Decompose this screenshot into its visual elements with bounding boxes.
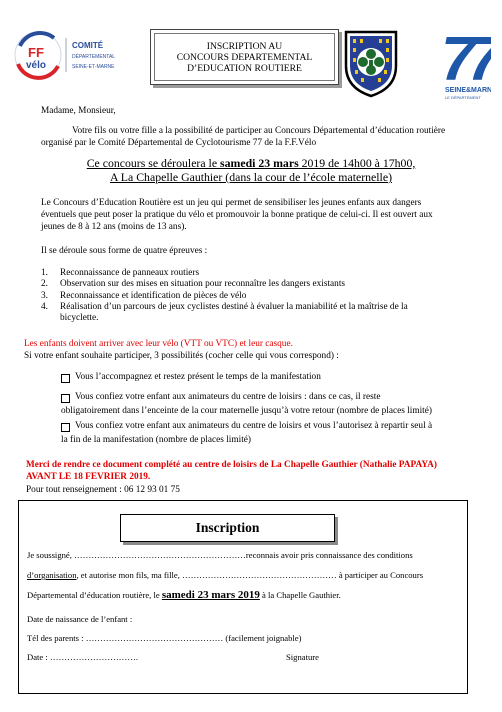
form-date[interactable]: Date : …………………………. [27,652,138,662]
form-line-3-c: à la Chapelle Gauthier. [259,590,341,600]
para2-line-1: Le Concours d’Education Routière est un jeu qui permet de sensibiliser les jeunes enfants aux dangers [41,198,422,208]
epreuves-list [41,268,461,324]
form-line-3 [27,590,341,601]
salutation: Madame, Monsieur, [41,106,116,116]
form-title: Inscription [120,514,335,542]
ffvelo-ff: FF [28,45,44,60]
option-2-checkbox[interactable] [61,394,70,403]
return-line-1: Merci de rendre ce document complété au centre de loisirs de La Chapelle Gauthier (Nathalie PAPAYA) [26,460,437,470]
list-item [41,279,461,290]
date-line [0,157,502,171]
ffvelo-dept: SEINE-ET-MARNE [72,64,115,70]
ffvelo-velo: vélo [26,60,47,71]
list-item-text: Reconnaissance et identification de pièces de vélo [60,290,247,301]
list-item-num: 4. [41,301,48,312]
place-line: A La Chapelle Gauthier (dans la cour de l’école maternelle) [109,170,392,184]
option-2[interactable] [61,392,481,418]
list-item-num: 1. [41,268,48,278]
title-line-1: INSCRIPTION AU [206,40,283,52]
list-item [41,291,461,302]
logo-77-dept: SEINE&MARN [445,87,491,94]
intro-line-1: Votre fils ou votre fille a la possibilité de participer au Concours Départemental d’éducation routière [72,126,446,136]
form-phone[interactable]: Tél des parents : ………………………………………… (facilement joignable) [27,633,302,643]
title-line-2: CONCOURS DEPARTEMENTAL [176,51,313,63]
coat-of-arms-icon [342,26,400,98]
choice-intro: Si votre enfant souhaite participer, 3 possibilités (cocher celle qui vous correspond) : [24,351,339,361]
option-3[interactable] [61,421,481,447]
form-line-2[interactable] [27,570,423,581]
para2-line-2: éventuels que peut poser la pratique du vélo et promouvoir la bonne pratique de celui-ci. Il est ouvert aux [41,210,433,220]
ffvelo-departemental: DÉPARTEMENTAL [72,54,116,60]
form-birth[interactable]: Date de naissance de l’enfant : [27,614,133,624]
form-line-2-b: , et autorise mon fils, ma fille, ……………………………………………… à participer au Concours [76,570,424,580]
form-line-2-a: d’organisation [27,570,77,580]
ffvelo-comite: COMITÉ [72,41,104,50]
option-3-label-2: la fin de la manifestation (nombre de places limité) [61,435,252,446]
form-signature[interactable]: Signature [286,652,319,662]
option-1-label: Vous l’accompagnez et restez présent le temps de la manifestation [75,372,321,382]
logo-77-sub: LE DÉPARTEMENT [445,95,481,100]
epreuves-intro: Il se déroule sous forme de quatre épreuves : [41,246,208,256]
option-2-label-2: obligatoirement dans l’enceinte de la cour maternelle jusqu’à votre retour (nombre de places limité) [61,406,432,417]
list-item-num: 2. [41,279,48,290]
date-line-bold: samedi 23 mars [220,156,299,170]
warning-text: Les enfants doivent arriver avec leur vélo (VTT ou VTC) et leur casque. [24,339,293,349]
para2-line-3: jeunes de 8 à 12 ans (moins de 13 ans). [41,222,187,232]
list-item-text: Réalisation d’un parcours de jeux cyclistes destiné à évaluer la maniabilité et la maîtrise de la [60,301,408,312]
option-1[interactable] [61,372,321,383]
list-item-num: 3. [41,290,48,301]
option-3-checkbox[interactable] [61,423,70,432]
list-item [41,302,461,313]
form-line-3-a: Départemental d’éducation routière, le [27,590,162,600]
option-3-label-1: Vous confiez votre enfant aux animateurs du centre de loisirs et vous l’autorisez à repartir seul à [75,421,433,431]
list-item [41,268,461,279]
option-1-checkbox[interactable] [61,374,70,383]
title-box [150,29,339,85]
list-item-text: Observation sur des mises en situation pour reconnaître les dangers existants [60,279,346,290]
contact-line: Pour tout renseignement : 06 12 93 01 75 [26,485,180,495]
form-line-3-b: samedi 23 mars 2019 [161,589,260,601]
list-item-text: bicyclette. [60,313,99,324]
title-line-3: D’EDUCATION ROUTIERE [187,62,302,74]
form-line-1[interactable]: Je soussigné, ……………………………………………………reconnais avoir pris connaissance des conditions [27,550,413,560]
logo-77-number: 77 [441,26,491,94]
ffvelo-logo [14,30,132,80]
return-line-2: AVANT LE 18 FEVRIER 2019. [26,472,151,482]
date-line-post: 2019 de 14h00 à 17h00, [298,156,416,170]
list-item-text: Reconnaissance de panneaux routiers [60,268,200,278]
seine-et-marne-logo [441,26,491,102]
date-line-pre: Ce concours se déroulera le [86,156,221,170]
list-item-continuation [41,313,461,324]
intro-line-2: organisé par le Comité Départemental de Cyclotourisme 77 de la F.F.Vélo [41,138,317,148]
option-2-label-1: Vous confiez votre enfant aux animateurs du centre de loisirs : dans ce cas, il reste [75,392,381,402]
